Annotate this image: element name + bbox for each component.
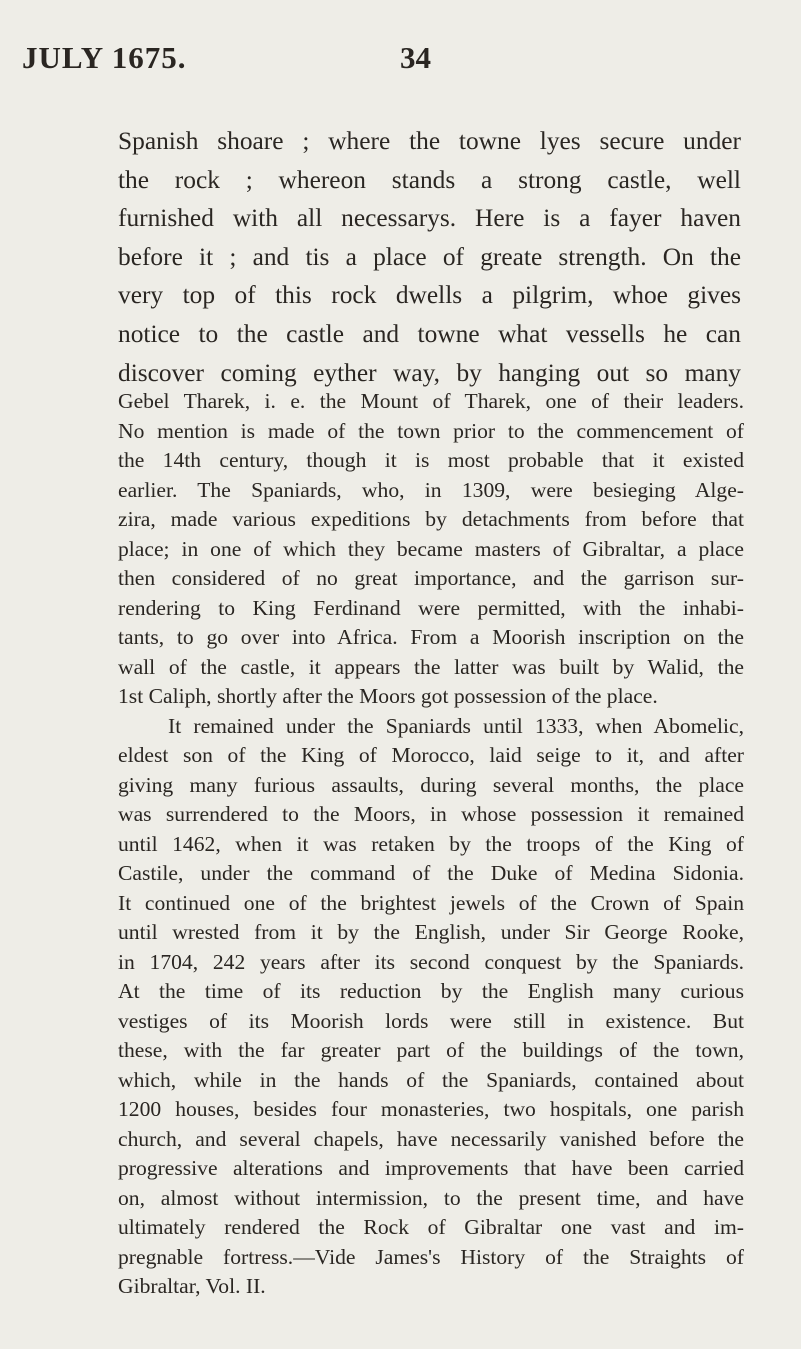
footnote-line: earlier. The Spaniards, who, in 1309, were besieging Alge-: [118, 477, 744, 502]
footnote-line: these, with the far greater part of the buildings of the town,: [118, 1038, 744, 1063]
footnote-line: church, and several chapels, have necessarily vanished before the: [118, 1126, 744, 1151]
footnote-line: rendering to King Ferdinand were permitted, with the inhabi-: [118, 595, 744, 620]
footnote-line: place; in one of which they became masters of Gibraltar, a place: [118, 536, 744, 561]
main-text-line: very top of this rock dwells a pilgrim, whoe gives: [118, 281, 741, 310]
main-text-line: before it ; and tis a place of greate strength. On the: [118, 242, 741, 271]
footnote-line: pregnable fortress.—Vide James's History of the Straights of: [118, 1244, 744, 1269]
footnote-line: ultimately rendered the Rock of Gibraltar one vast and im-: [118, 1215, 744, 1240]
footnote-line: which, while in the hands of the Spaniards, contained about: [118, 1067, 744, 1092]
running-head: JULY 1675.: [22, 40, 187, 75]
footnote-line: in 1704, 242 years after its second conquest by the Spaniards.: [118, 949, 744, 974]
footnote-line: Gibraltar, Vol. II.: [118, 1274, 266, 1299]
footnote-line: No mention is made of the town prior to the commencement of: [118, 418, 744, 443]
footnote-line: wall of the castle, it appears the latter was built by Walid, the: [118, 654, 744, 679]
footnote-line: It remained under the Spaniards until 1333, when Abomelic,: [168, 713, 744, 738]
footnote-line: 1200 houses, besides four monasteries, two hospitals, one parish: [118, 1097, 744, 1122]
footnote-line: the 14th century, though it is most probable that it existed: [118, 448, 744, 473]
footnote-line: It continued one of the brightest jewels of the Crown of Spain: [118, 890, 744, 915]
footnote-line: eldest son of the King of Morocco, laid seige to it, and after: [118, 743, 744, 768]
footnote-line: until 1462, when it was retaken by the troops of the King of: [118, 831, 744, 856]
main-text-line: furnished with all necessarys. Here is a fayer haven: [118, 204, 741, 233]
main-text-line: discover coming eyther way, by hanging out so many: [118, 358, 741, 387]
main-text-line: the rock ; whereon stands a strong castle, well: [118, 165, 741, 194]
footnote-line: until wrested from it by the English, under Sir George Rooke,: [118, 920, 744, 945]
footnote-line: progressive alterations and improvements that have been carried: [118, 1156, 744, 1181]
footnote-line: tants, to go over into Africa. From a Moorish inscription on the: [118, 625, 744, 650]
footnote-line: Gebel Tharek, i. e. the Mount of Tharek, one of their leaders.: [118, 389, 744, 413]
footnote: [118, 387, 744, 1302]
footnote-line: on, almost without intermission, to the present time, and have: [118, 1185, 744, 1210]
footnote-line: vestiges of its Moorish lords were still in existence. But: [118, 1008, 744, 1033]
page-header: [22, 40, 782, 80]
footnote-line: 1st Caliph, shortly after the Moors got possession of the place.: [118, 684, 658, 709]
main-text: [118, 122, 741, 392]
main-text-line: Spanish shoare ; where the towne lyes secure under: [118, 127, 741, 155]
main-text-line: notice to the castle and towne what vessells he can: [118, 319, 741, 348]
footnote-line: was surrendered to the Moors, in whose possession it remained: [118, 802, 744, 827]
footnote-line: giving many furious assaults, during several months, the place: [118, 772, 744, 797]
page-number: 34: [400, 40, 431, 75]
footnote-line: then considered of no great importance, and the garrison sur-: [118, 566, 744, 591]
footnote-line: zira, made various expeditions by detachments from before that: [118, 507, 744, 532]
footnote-line: At the time of its reduction by the English many curious: [118, 979, 744, 1004]
footnote-line: Castile, under the command of the Duke of Medina Sidonia.: [118, 861, 744, 886]
